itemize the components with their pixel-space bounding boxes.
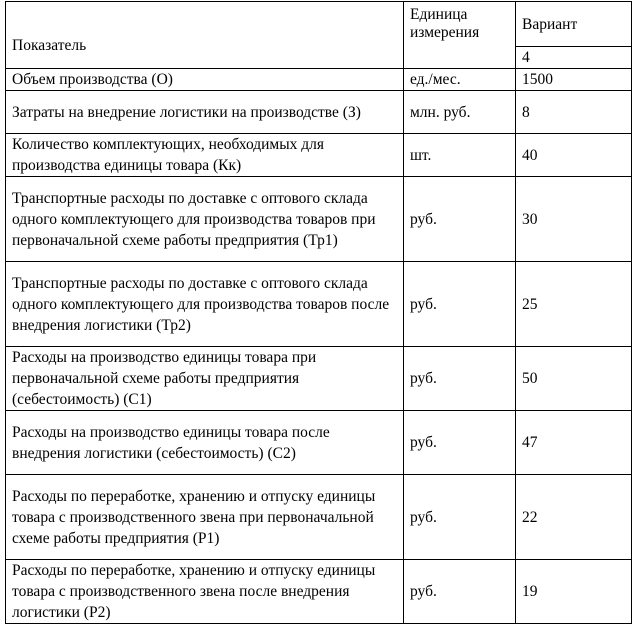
row-unit: руб. (404, 347, 516, 411)
header-unit-line2: измерения (410, 24, 480, 41)
row-value: 30 (516, 177, 632, 262)
header-variant: Вариант (516, 2, 632, 47)
row-value: 25 (516, 262, 632, 347)
table-row (6, 411, 632, 475)
row-value: 47 (516, 411, 632, 475)
row-name: Расходы на производство единицы товара при первоначальной схеме работы предприятия (себестоимость) (С1) (6, 347, 404, 411)
row-unit: руб. (404, 262, 516, 347)
table-row (6, 69, 632, 91)
table-row (6, 134, 632, 177)
row-name: Расходы по переработке, хранению и отпуску единицы товара с производственного звена при первоначальной схеме работы предприятия (Р1) (6, 475, 404, 560)
row-unit: руб. (404, 177, 516, 262)
table-row (6, 91, 632, 134)
row-unit: шт. (404, 134, 516, 177)
row-unit: ед./мес. (404, 69, 516, 91)
table-row (6, 347, 632, 411)
header-variant-number: 4 (516, 47, 632, 69)
row-name: Затраты на внедрение логистики на производстве (З) (6, 91, 404, 134)
header-row (6, 2, 632, 47)
row-name: Объем производства (О) (6, 69, 404, 91)
row-value: 50 (516, 347, 632, 411)
table-row (6, 560, 632, 624)
table-row (6, 475, 632, 560)
row-unit: руб. (404, 475, 516, 560)
row-name: Количество комплектующих, необходимых для производства единицы товара (Кк) (6, 134, 404, 177)
indicators-table (5, 1, 632, 624)
header-indicator: Показатель (6, 2, 404, 69)
table-row (6, 177, 632, 262)
row-unit: руб. (404, 560, 516, 624)
row-name: Расходы по переработке, хранению и отпуску единицы товара с производственного звена после внедрения логистики (Р2) (6, 560, 404, 624)
row-unit: млн. руб. (404, 91, 516, 134)
row-unit: руб. (404, 411, 516, 475)
row-value: 22 (516, 475, 632, 560)
row-value: 19 (516, 560, 632, 624)
table-row (6, 262, 632, 347)
header-unit-line1: Единица (410, 6, 468, 23)
row-name: Расходы на производство единицы товара после внедрения логистики (себестоимость) (С2) (6, 411, 404, 475)
row-value: 8 (516, 91, 632, 134)
header-unit (404, 2, 516, 69)
row-name: Транспортные расходы по доставке с оптового склада одного комплектующего для производства товаров после внедрения логистики (Тр2) (6, 262, 404, 347)
row-value: 1500 (516, 69, 632, 91)
row-value: 40 (516, 134, 632, 177)
row-name: Транспортные расходы по доставке с оптового склада одного комплектующего для производства товаров при первоначальной схеме работы предприятия (Тр1) (6, 177, 404, 262)
